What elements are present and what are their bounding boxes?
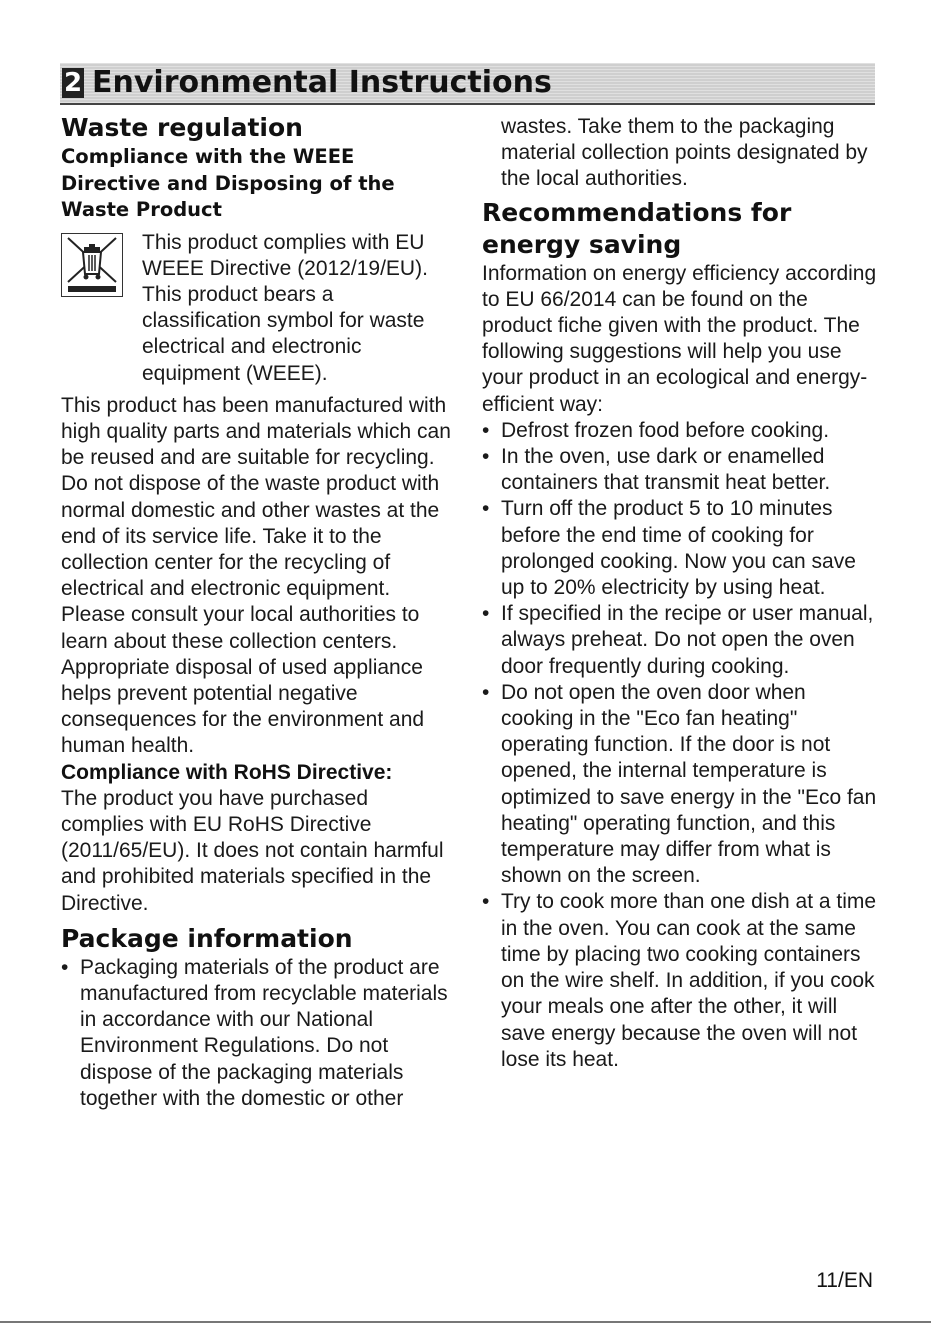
crossed-out-wheelie-bin-icon — [61, 233, 123, 297]
rohs-paragraph: The product you have purchased complies with EU RoHS Directive (2011/65/EU). It does not contain harmful and prohibited materials specified in the Directive. — [61, 786, 444, 915]
weee-text: This product complies with EU WEEE Directive (2012/19/EU). This product bears a classification symbol for waste electrical and electronic equipment (WEEE). — [142, 230, 428, 385]
package-list-continued — [482, 114, 877, 193]
rohs-heading: Compliance with RoHS Directive: — [61, 760, 393, 784]
bullet-icon: • — [482, 445, 490, 469]
energy-saving-heading: Recommendations for energy saving — [482, 197, 792, 259]
list-item-text: Turn off the product 5 to 10 minutes before the end time of cooking for prolonged cooking. Now you can save up to 20% electricity by using heat. — [501, 497, 856, 600]
list-item-text: Do not open the oven door when cooking in the "Eco fan heating" operating function. If the door is not opened, the internal temperature is optimized to save energy in the "Eco fan heating" operating function, and this temperature may differ from what is shown on the screen. — [501, 680, 877, 888]
list-item — [482, 680, 877, 890]
waste-regulation-heading: Waste regulation — [61, 113, 303, 142]
energy-intro-paragraph: Information on energy efficiency according to EU 66/2014 can be found on the product fiche given with the product. The following suggestions will help you use your product in an ecological and energy-efficient way: — [482, 261, 877, 416]
list-item — [61, 955, 456, 1112]
package-list — [61, 955, 456, 1112]
bullet-icon: • — [61, 955, 69, 979]
bullet-icon: • — [482, 680, 490, 704]
chapter-title: Environmental Instructions — [92, 65, 552, 100]
weee-subheading: Compliance with the WEEE Directive and Disposing of the Waste Product — [61, 145, 395, 221]
bullet-icon: • — [482, 602, 490, 626]
list-item — [482, 601, 877, 680]
list-item-text: Defrost frozen food before cooking. — [501, 418, 830, 442]
energy-tips-list — [482, 418, 877, 1073]
chapter-number-badge: 2 — [63, 68, 83, 98]
bottom-rule — [0, 1321, 931, 1323]
bullet-icon: • — [482, 890, 490, 914]
page-number: 11/EN — [816, 1269, 873, 1292]
list-item-text: Packaging materials of the product are manufactured from recyclable materials in accordance with our National Environment Regulations. Do not dispose of the packaging materials together with the domestic or other — [80, 955, 448, 1110]
list-item-text: In the oven, use dark or enamelled containers that transmit heat better. — [501, 445, 831, 495]
left-column — [61, 112, 456, 1112]
list-item-text: If specified in the recipe or user manual, always preheat. Do not open the oven door frequently during cooking. — [501, 602, 874, 678]
bullet-icon: • — [482, 418, 490, 442]
list-item — [482, 114, 877, 193]
list-item — [482, 496, 877, 601]
list-item — [482, 418, 877, 444]
list-item — [482, 444, 877, 496]
recycling-paragraph: This product has been manufactured with high quality parts and materials which can be reused and are suitable for recycling. Do not dispose of the waste product with normal domestic and other wastes at the end of its service life. Take it to the collection center for the recycling of electrical and electronic equipment. Please consult your local authorities to learn about these collection centers. — [61, 393, 451, 653]
list-item-text: Try to cook more than one dish at a time in the oven. You can cook at the same time by placing two cooking containers on the wire shelf. In addition, if you cook your meals one after the other, it will save energy because the oven will not lose its heat. — [501, 890, 877, 1071]
list-item-text: wastes. Take them to the packaging material collection points designated by the local authorities. — [501, 115, 868, 191]
disposal-paragraph: Appropriate disposal of used appliance helps prevent potential negative consequences for the environment and human health. — [61, 655, 425, 758]
header-rule — [60, 103, 875, 105]
bullet-icon: • — [482, 497, 490, 521]
right-column — [482, 114, 877, 1073]
package-information-heading: Package information — [61, 923, 353, 953]
weee-block — [61, 230, 456, 387]
list-item — [482, 889, 877, 1072]
